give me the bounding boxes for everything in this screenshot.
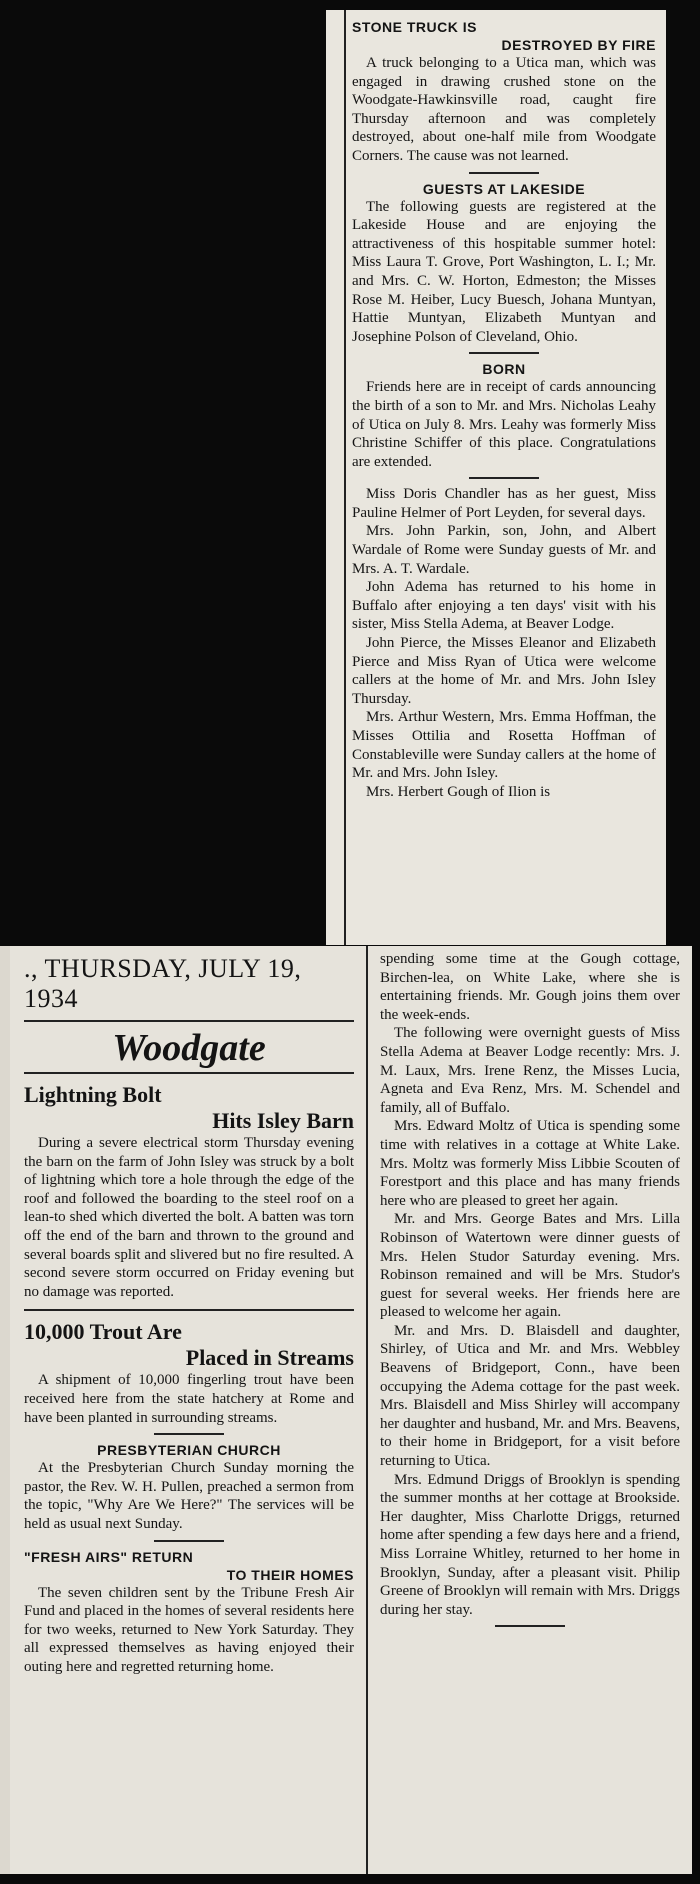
article-body: At the Presbyterian Church Sunday morning the pastor, the Rev. W. H. Pullen, preached a sermon from the topic, "Why Are We Here?" The services will be held as usual next Sunday.	[24, 1460, 354, 1532]
dateline: ., THURSDAY, JULY 19, 1934	[24, 954, 302, 1013]
article-body: A shipment of 10,000 fingerling trout have been received here from the state hatchery at Rome and have been planted in surrounding streams.	[24, 1372, 354, 1426]
divider	[495, 1625, 565, 1627]
divider	[154, 1540, 224, 1542]
divider	[24, 1020, 354, 1022]
article-guests-lakeside	[352, 180, 656, 347]
news-item: Miss Doris Chandler has as her guest, Miss Pauline Helmer of Port Leyden, for several days.	[352, 486, 656, 521]
divider	[469, 352, 539, 354]
article-body: The seven children sent by the Tribune Fresh Air Fund and placed in the homes of several residents here for two weeks, returned to New York Saturday. They all expressed themselves as having enjoyed their outing here and regretted returning home.	[24, 1584, 354, 1675]
headline: PRESBYTERIAN CHURCH	[97, 1442, 281, 1459]
news-item: Mrs. Edward Moltz of Utica is spending some time with relatives in a cottage at White Lake. Mrs. Moltz was formerly Miss Libbie Scouten of Forestport and this place and has many friends here who are pleased to greet her again.	[380, 1118, 680, 1209]
news-item: Mr. and Mrs. George Bates and Mrs. Lilla Robinson of Watertown were dinner guests of Mrs. Helen Studor Saturday evening. Mrs. Robinson remained and will be Mrs. Studor's guest for several weeks. Her friends here are pleased to welcome her again.	[380, 1211, 680, 1321]
divider	[469, 477, 539, 479]
left-column	[24, 954, 354, 1676]
headline: BORN	[482, 361, 526, 378]
article-born	[352, 360, 656, 471]
news-item: The following were overnight guests of Miss Stella Adema at Beaver Lodge recently: Mrs. J. M. Laux, Mrs. Irene Renz, the Misses Lucia, Agneta and Eva Renz, Mrs. M. Schendel and family, all of Buffalo.	[380, 1025, 680, 1116]
column-rule	[366, 946, 368, 1874]
article-body: The following guests are registered at the Lakeside House and are enjoying the attractiveness of this hospitable summer hotel: Miss Laura T. Grove, Port Washington, L. I.; Mr. and Mrs. C. W. Horton, Edmeston; the Misses Rose M. Heiber, Lucy Buesch, Johana Muntyan, Hattie Muntyan, Elizabeth Muntyan and Josephine Polson of Cleveland, Ohio.	[352, 198, 656, 345]
news-item: spending some time at the Gough cottage, Birchen-lea, on White Lake, where she is entertaining friends. Mr. Gough joins them over the week-ends.	[380, 951, 680, 1023]
article-trout	[24, 1319, 354, 1427]
news-item: Mrs. Herbert Gough of Ilion is	[366, 783, 551, 800]
article-body: A truck belonging to a Utica man, which was engaged in drawing crushed stone on the Woodgate-Hawkinsville road, caught fire Thursday afternoon and was completely destroyed, about one-half mile from Woodgate Corners. The cause was not learned.	[352, 55, 656, 164]
article-stone-truck	[352, 18, 656, 166]
article-lightning-bolt	[24, 1082, 354, 1301]
article-body: Friends here are in receipt of cards announcing the birth of a son to Mr. and Mrs. Nicholas Leahy of Utica on July 8. Mrs. Leahy was formerly Miss Christine Schiffer of this place. Congratulations are extended.	[352, 379, 656, 470]
right-column	[380, 950, 680, 1633]
news-item: Mrs. Arthur Western, Mrs. Emma Hoffman, the Misses Ottilia and Rosetta Hoffman of Constableville were Sunday callers at the home of Mr. and Mrs. John Isley.	[352, 709, 656, 782]
upper-column	[352, 18, 656, 801]
divider	[154, 1433, 224, 1435]
masthead: Woodgate	[112, 1027, 266, 1069]
news-item: Mrs. John Parkin, son, John, and Albert Wardale of Rome were Sunday guests of Mr. and Mrs. A. T. Wardale.	[352, 523, 656, 577]
article-fresh-airs	[24, 1548, 354, 1677]
lower-clipping	[10, 946, 692, 1874]
headline: Lightning Bolt	[24, 1082, 162, 1107]
column-rule	[344, 10, 346, 945]
divider	[469, 172, 539, 174]
headline: 10,000 Trout Are	[24, 1319, 182, 1345]
headline: Placed in Streams	[185, 1345, 354, 1371]
local-items	[352, 485, 656, 801]
headline: STONE TRUCK IS	[352, 19, 477, 35]
news-item: Mrs. Edmund Driggs of Brooklyn is spending the summer months at her cottage at Brookside. Her daughter, Miss Charlotte Driggs, returned home after spending a few days here and a friend, Miss Lorraine Whitley, returned to her home in Brooklyn, Sunday, after a pleasant visit. Philip Greene of Brooklyn will remain with Mrs. Driggs during her stay.	[380, 1471, 680, 1618]
divider	[24, 1309, 354, 1311]
headline: "FRESH AIRS" RETURN	[24, 1548, 194, 1565]
article-presbyterian-church	[24, 1441, 354, 1533]
headline: TO THEIR HOMES	[226, 1566, 354, 1583]
headline: GUESTS AT LAKESIDE	[422, 180, 586, 197]
article-body: During a severe electrical storm Thursday evening the barn on the farm of John Isley was struck by a bolt of lightning which tore a hole through the edge of the roof and followed the boarding to the steel roof on a lean-to shed which diverted the bolt. A batten was torn off the end of the barn and thrown to the ground and several boards split and slivered but no fire resulted. A second severe storm occurred on Friday evening but no damage was reported.	[24, 1135, 354, 1300]
news-item: Mr. and Mrs. D. Blaisdell and daughter, Shirley, of Utica and Mr. and Mrs. Webbley Beavens of Bridgeport, Conn., have been occupying the Adema cottage for the past week. Mrs. Blaisdell and Miss Shirley will accompany her daughter and husband, Mr. and Mrs. Beavens, to their home in Bridgeport, for a visit before returning to Utica.	[380, 1322, 680, 1470]
divider	[24, 1072, 354, 1074]
news-item: John Adema has returned to his home in Buffalo after enjoying a ten days' visit with his sister, Miss Stella Adema, at Beaver Lodge.	[352, 579, 656, 633]
headline: Hits Isley Barn	[212, 1108, 354, 1133]
upper-clipping	[326, 10, 666, 945]
headline: DESTROYED BY FIRE	[501, 37, 656, 53]
news-item: John Pierce, the Misses Eleanor and Elizabeth Pierce and Miss Ryan of Utica were welcome callers at the home of Mr. and Mrs. John Isley Thursday.	[352, 635, 656, 707]
